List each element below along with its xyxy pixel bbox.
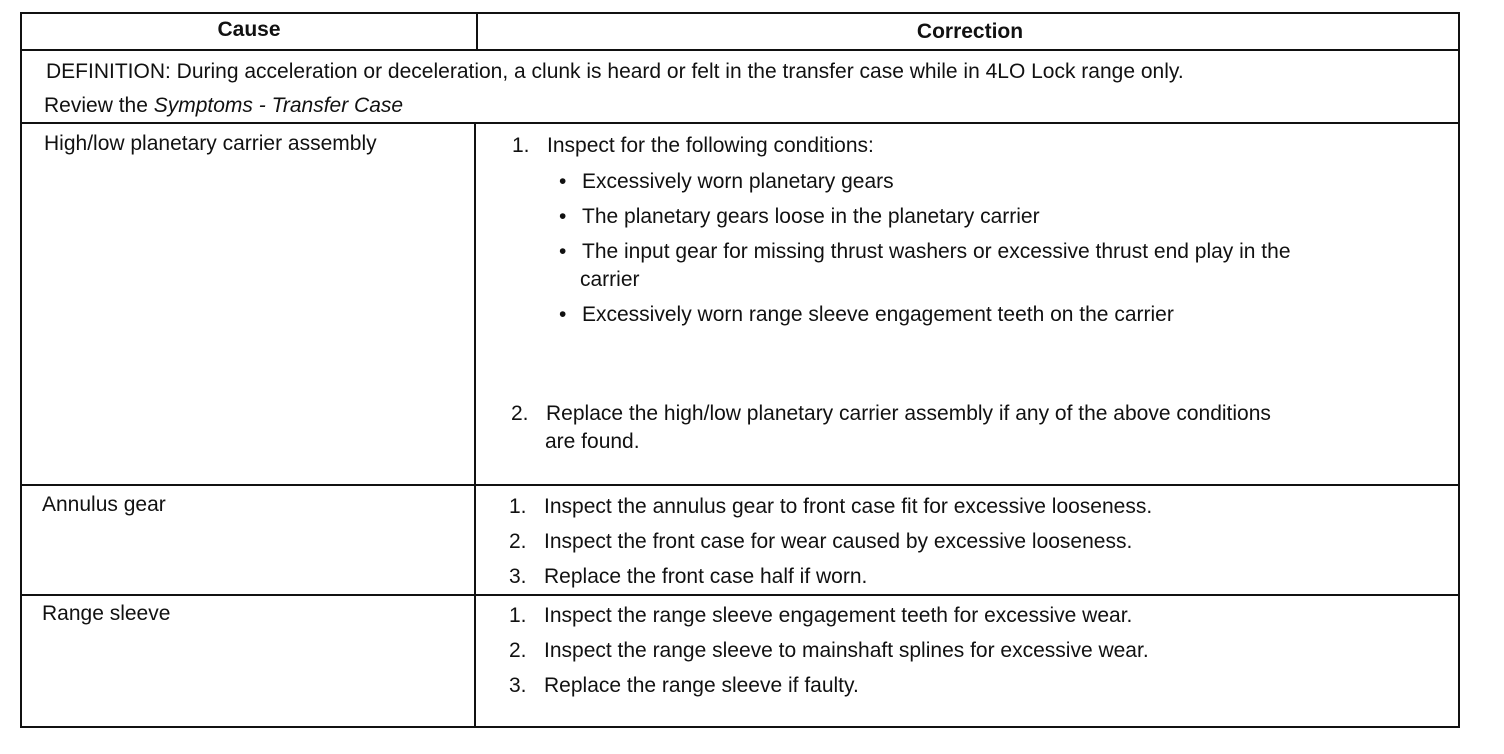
row-divider-1 [22, 484, 1458, 486]
step-text: Inspect the front case for wear caused by excessive looseness. [544, 530, 1133, 553]
cause-header: Cause [217, 18, 281, 41]
step-number: 1. [509, 495, 527, 518]
step-text-continued: are found. [545, 430, 640, 453]
step-text: Inspect the range sleeve engagement teeth for excessive wear. [544, 604, 1133, 627]
step-number: 2. [509, 639, 527, 662]
condition-item: The input gear for missing thrust washers or excessive thrust end play in the [582, 240, 1291, 263]
step-text: Replace the high/low planetary carrier assembly if any of the above conditions [546, 402, 1271, 425]
correction-header: Correction [916, 20, 1024, 43]
bullet-icon: • [559, 303, 567, 326]
step-text: Replace the range sleeve if faulty. [544, 674, 859, 697]
step-text: Inspect for the following conditions: [547, 134, 874, 157]
cause-cell: Annulus gear [42, 493, 166, 516]
header-divider [22, 49, 1458, 51]
definition-divider [22, 122, 1458, 124]
step-number: 2. [511, 402, 529, 425]
step-text: Inspect the annulus gear to front case fit for excessive looseness. [544, 495, 1153, 518]
body-column-divider [474, 122, 476, 728]
step-number: 1. [512, 134, 530, 157]
review-line [44, 92, 403, 120]
condition-item-continued: carrier [580, 268, 640, 291]
review-prefix: Review the [44, 94, 154, 117]
definition-text: DEFINITION: During acceleration or deceleration, a clunk is heard or felt in the transfer case while in 4LO Lock range only. [46, 60, 1184, 83]
bullet-icon: • [559, 205, 567, 228]
bullet-icon: • [559, 170, 567, 193]
cause-cell: High/low planetary carrier assembly [44, 132, 377, 155]
step-number: 1. [509, 604, 527, 627]
step-number: 2. [509, 530, 527, 553]
condition-item: Excessively worn range sleeve engagement teeth on the carrier [582, 303, 1174, 326]
step-number: 3. [509, 565, 527, 588]
cause-cell: Range sleeve [42, 602, 171, 625]
row-divider-2 [22, 594, 1458, 596]
step-text: Replace the front case half if worn. [544, 565, 868, 588]
symptoms-link[interactable]: Symptoms - Transfer Case [153, 94, 404, 117]
condition-item: Excessively worn planetary gears [582, 170, 894, 193]
diagnosis-table [20, 12, 1460, 728]
bullet-icon: • [559, 240, 567, 263]
step-text: Inspect the range sleeve to mainshaft splines for excessive wear. [544, 639, 1149, 662]
condition-item: The planetary gears loose in the planetary carrier [582, 205, 1040, 228]
step-number: 3. [509, 674, 527, 697]
